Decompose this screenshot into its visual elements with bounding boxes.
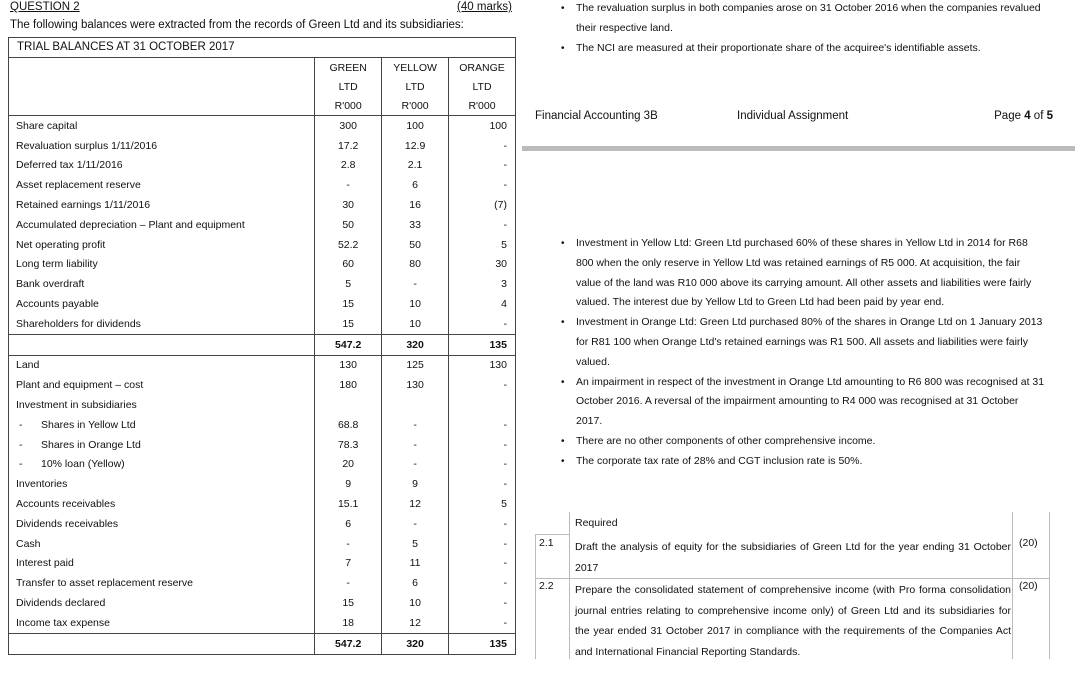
cell-value: 6 bbox=[382, 175, 449, 195]
table-row bbox=[9, 255, 516, 275]
cell-value: - bbox=[449, 474, 516, 494]
bullet-icon: • bbox=[561, 317, 565, 329]
row-label: - Shares in Orange Ltd bbox=[9, 435, 315, 455]
table-total-row bbox=[9, 334, 516, 355]
table-header-row-3 bbox=[9, 96, 516, 116]
table-row bbox=[9, 116, 516, 136]
cell-value: 33 bbox=[382, 215, 449, 235]
cell-value: 130 bbox=[382, 375, 449, 395]
footer-page: Page 4 of 5 bbox=[994, 110, 1053, 122]
row-label: Retained earnings 1/11/2016 bbox=[9, 195, 315, 215]
col-header: R'000 bbox=[315, 96, 382, 116]
table-row bbox=[9, 415, 516, 435]
col-header: R'000 bbox=[382, 96, 449, 116]
cell-value: 130 bbox=[315, 355, 382, 375]
bullet-icon: • bbox=[561, 455, 565, 467]
table-row bbox=[9, 554, 516, 574]
cell-value: - bbox=[449, 573, 516, 593]
row-label: Asset replacement reserve bbox=[9, 175, 315, 195]
cell-value: 7 bbox=[315, 554, 382, 574]
table-header-row-1 bbox=[9, 58, 516, 78]
row-label: Shareholders for dividends bbox=[9, 314, 315, 334]
top-bullet-list bbox=[530, 0, 1050, 58]
col-header: LTD bbox=[449, 77, 516, 96]
table-row bbox=[9, 294, 516, 314]
bullet-icon: • bbox=[561, 435, 565, 447]
cell-value: 6 bbox=[315, 514, 382, 534]
table-row bbox=[9, 195, 516, 215]
cell-value: 10 bbox=[382, 314, 449, 334]
cell-value: 50 bbox=[382, 235, 449, 255]
cell-value: 11 bbox=[382, 554, 449, 574]
cell-value: 10 bbox=[382, 593, 449, 613]
row-label: Accounts receivables bbox=[9, 494, 315, 514]
row-label: Transfer to asset replacement reserve bbox=[9, 573, 315, 593]
row-label: Dividends declared bbox=[9, 593, 315, 613]
trial-balance-title: TRIAL BALANCES AT 31 OCTOBER 2017 bbox=[17, 41, 235, 53]
cell-value: 30 bbox=[449, 255, 516, 275]
list-item: • An impairment in respect of the investment in Orange Ltd amounting to R6 800 was recognised at 31 October 2016. A reversal of the impairment amounting to R4 000 was recognised at 31 October 2017. bbox=[530, 373, 1045, 432]
cell-value: 15.1 bbox=[315, 494, 382, 514]
required-item-number: 2.1 bbox=[539, 537, 554, 549]
cell-value: 100 bbox=[449, 116, 516, 136]
cell-value: 5 bbox=[315, 274, 382, 294]
cell-value: - bbox=[382, 435, 449, 455]
col-header: GREEN bbox=[315, 58, 382, 78]
col-header: R'000 bbox=[449, 96, 516, 116]
table-row bbox=[9, 375, 516, 395]
question-title: QUESTION 2 bbox=[10, 1, 80, 13]
cell-value: - bbox=[449, 514, 516, 534]
row-label: Cash bbox=[9, 534, 315, 554]
cell-value: 130 bbox=[449, 355, 516, 375]
cell-value: 320 bbox=[382, 633, 449, 654]
cell-value: - bbox=[449, 554, 516, 574]
cell-value: 125 bbox=[382, 355, 449, 375]
col-header: YELLOW bbox=[382, 58, 449, 78]
required-item-marks: (20) bbox=[1019, 537, 1038, 549]
cell-value: 68.8 bbox=[315, 415, 382, 435]
bullet-icon: • bbox=[561, 238, 565, 249]
cell-value: 78.3 bbox=[315, 435, 382, 455]
cell-value: 135 bbox=[449, 334, 516, 355]
cell-value: - bbox=[449, 175, 516, 195]
cell-value: - bbox=[315, 175, 382, 195]
table-row bbox=[9, 215, 516, 235]
table-row bbox=[9, 314, 516, 334]
row-label: Share capital bbox=[9, 116, 315, 136]
cell-value: 3 bbox=[449, 274, 516, 294]
cell-value: 6 bbox=[382, 573, 449, 593]
cell-value: (7) bbox=[449, 195, 516, 215]
cell-value: 5 bbox=[382, 534, 449, 554]
col-header: ORANGE bbox=[449, 58, 516, 78]
table-row bbox=[9, 175, 516, 195]
required-item-text: Draft the analysis of equity for the subsidiaries of Green Ltd for the year ending 31 October 2017 bbox=[575, 541, 1011, 574]
cell-value: 180 bbox=[315, 375, 382, 395]
cell-value: - bbox=[449, 435, 516, 455]
table-row bbox=[9, 534, 516, 554]
cell-value: 5 bbox=[449, 235, 516, 255]
table-row bbox=[9, 494, 516, 514]
cell-value: 5 bbox=[449, 494, 516, 514]
cell-value: 547.2 bbox=[315, 334, 382, 355]
trial-balance-table bbox=[8, 57, 516, 655]
table-row bbox=[9, 474, 516, 494]
cell-value: - bbox=[449, 593, 516, 613]
cell-value: 320 bbox=[382, 334, 449, 355]
table-row bbox=[9, 613, 516, 633]
cell-value: 17.2 bbox=[315, 136, 382, 156]
cell-value: 12 bbox=[382, 613, 449, 633]
table-row bbox=[9, 274, 516, 294]
cell-value: - bbox=[449, 314, 516, 334]
table-header-row-2 bbox=[9, 77, 516, 96]
cell-value: 16 bbox=[382, 195, 449, 215]
cell-value: - bbox=[382, 455, 449, 475]
cell-value: 2.8 bbox=[315, 156, 382, 176]
cell-value: - bbox=[315, 534, 382, 554]
cell-value: 9 bbox=[382, 474, 449, 494]
cell-value: - bbox=[449, 136, 516, 156]
cell-value: 60 bbox=[315, 255, 382, 275]
cell-value: - bbox=[382, 415, 449, 435]
bullet-icon: • bbox=[561, 42, 565, 54]
row-label: Investment in subsidiaries bbox=[9, 395, 315, 415]
table-row bbox=[9, 156, 516, 176]
cell-value: 30 bbox=[315, 195, 382, 215]
row-label: Net operating profit bbox=[9, 235, 315, 255]
question-marks: (40 marks) bbox=[457, 1, 512, 13]
trial-balance-title-box bbox=[8, 37, 516, 57]
cell-value: - bbox=[382, 274, 449, 294]
cell-value: 12.9 bbox=[382, 136, 449, 156]
list-item: • Investment in Orange Ltd: Green Ltd purchased 80% of the shares in Orange Ltd on 1 January 2013 for R81 100 when Orange Ltd's retained earnings was R1 500. All assets and liabilities were fairly valued. bbox=[530, 313, 1045, 372]
table-row bbox=[9, 593, 516, 613]
cell-value: - bbox=[449, 215, 516, 235]
row-label: Long term liability bbox=[9, 255, 315, 275]
required-section bbox=[535, 512, 1054, 662]
col-header: LTD bbox=[382, 77, 449, 96]
table-row bbox=[9, 455, 516, 475]
col-header: LTD bbox=[315, 77, 382, 96]
row-label bbox=[9, 633, 315, 654]
table-row bbox=[9, 395, 516, 415]
row-label: Interest paid bbox=[9, 554, 315, 574]
cell-value: 547.2 bbox=[315, 633, 382, 654]
required-item-number: 2.2 bbox=[539, 580, 554, 592]
cell-value: 4 bbox=[449, 294, 516, 314]
cell-value: 300 bbox=[315, 116, 382, 136]
notes-panel bbox=[530, 0, 1075, 673]
list-item: • The NCI are measured at their proportionate share of the acquiree's identifiable assets. bbox=[530, 39, 1050, 59]
cell-value: - bbox=[449, 415, 516, 435]
row-label: Plant and equipment – cost bbox=[9, 375, 315, 395]
cell-value: - bbox=[449, 156, 516, 176]
footer-course: Financial Accounting 3B bbox=[535, 110, 658, 122]
cell-value: - bbox=[382, 514, 449, 534]
cell-value bbox=[382, 395, 449, 415]
cell-value: - bbox=[449, 613, 516, 633]
page-footer bbox=[530, 110, 1075, 130]
cell-value: 12 bbox=[382, 494, 449, 514]
cell-value: - bbox=[449, 534, 516, 554]
list-item: • The corporate tax rate of 28% and CGT inclusion rate is 50%. bbox=[530, 452, 1045, 472]
required-item-text: Prepare the consolidated statement of comprehensive income (with Pro forma consolidation journal entries relating to comprehensive income only) of Green Ltd and its subsidiaries for the year ended 31 October 2017 in compliance with the requirements of the Companies Act and International Financial Reporting Standards. bbox=[575, 584, 1011, 658]
cell-value: - bbox=[449, 375, 516, 395]
cell-value: 52.2 bbox=[315, 235, 382, 255]
cell-value: 15 bbox=[315, 314, 382, 334]
row-label: - 10% loan (Yellow) bbox=[9, 455, 315, 475]
cell-value: - bbox=[449, 455, 516, 475]
cell-value: 15 bbox=[315, 593, 382, 613]
cell-value: 2.1 bbox=[382, 156, 449, 176]
list-item: • Investment in Yellow Ltd: Green Ltd purchased 60% of these shares in Yellow Ltd in 2014 for R68 800 when the only reserve in Yellow Ltd was retained earnings of R5 000. At acquisition, the fair value of the land was R10 000 above its carrying amount. All other assets and liabilities were fairly valued. The interest due by Yellow Ltd to Green Ltd had been paid by year end. bbox=[530, 234, 1045, 313]
cell-value: 80 bbox=[382, 255, 449, 275]
required-heading: Required bbox=[575, 517, 618, 529]
cell-value: 15 bbox=[315, 294, 382, 314]
bullet-icon: • bbox=[561, 376, 565, 388]
cell-value: - bbox=[315, 573, 382, 593]
table-row bbox=[9, 355, 516, 375]
table-row bbox=[9, 573, 516, 593]
table-total-row bbox=[9, 633, 516, 654]
list-item: • The revaluation surplus in both companies arose on 31 October 2016 when the companies revalued their respective land. bbox=[530, 0, 1050, 39]
list-item: • There are no other components of other comprehensive income. bbox=[530, 432, 1045, 452]
row-label: Dividends receivables bbox=[9, 514, 315, 534]
row-label: Accumulated depreciation – Plant and equipment bbox=[9, 215, 315, 235]
cell-value: 9 bbox=[315, 474, 382, 494]
row-label: Bank overdraft bbox=[9, 274, 315, 294]
table-row bbox=[9, 514, 516, 534]
row-label: Land bbox=[9, 355, 315, 375]
table-row bbox=[9, 136, 516, 156]
question-panel bbox=[8, 0, 518, 660]
row-label: Revaluation surplus 1/11/2016 bbox=[9, 136, 315, 156]
table-row bbox=[9, 235, 516, 255]
cell-value: 135 bbox=[449, 633, 516, 654]
cell-value bbox=[449, 395, 516, 415]
row-label: - Shares in Yellow Ltd bbox=[9, 415, 315, 435]
row-label: Deferred tax 1/11/2016 bbox=[9, 156, 315, 176]
cell-value: 18 bbox=[315, 613, 382, 633]
cell-value: 10 bbox=[382, 294, 449, 314]
bullet-icon: • bbox=[561, 3, 565, 14]
footer-divider bbox=[522, 146, 1075, 151]
table-row bbox=[9, 435, 516, 455]
row-label: Inventories bbox=[9, 474, 315, 494]
cell-value bbox=[315, 395, 382, 415]
row-label: Income tax expense bbox=[9, 613, 315, 633]
cell-value: 20 bbox=[315, 455, 382, 475]
footer-assignment: Individual Assignment bbox=[737, 110, 849, 122]
required-item-marks: (20) bbox=[1019, 580, 1038, 592]
cell-value: 50 bbox=[315, 215, 382, 235]
row-label: Accounts payable bbox=[9, 294, 315, 314]
cell-value: 100 bbox=[382, 116, 449, 136]
question-intro: The following balances were extracted from the records of Green Ltd and its subsidiaries: bbox=[10, 19, 464, 31]
row-label bbox=[9, 334, 315, 355]
bullet-list bbox=[530, 234, 1045, 472]
